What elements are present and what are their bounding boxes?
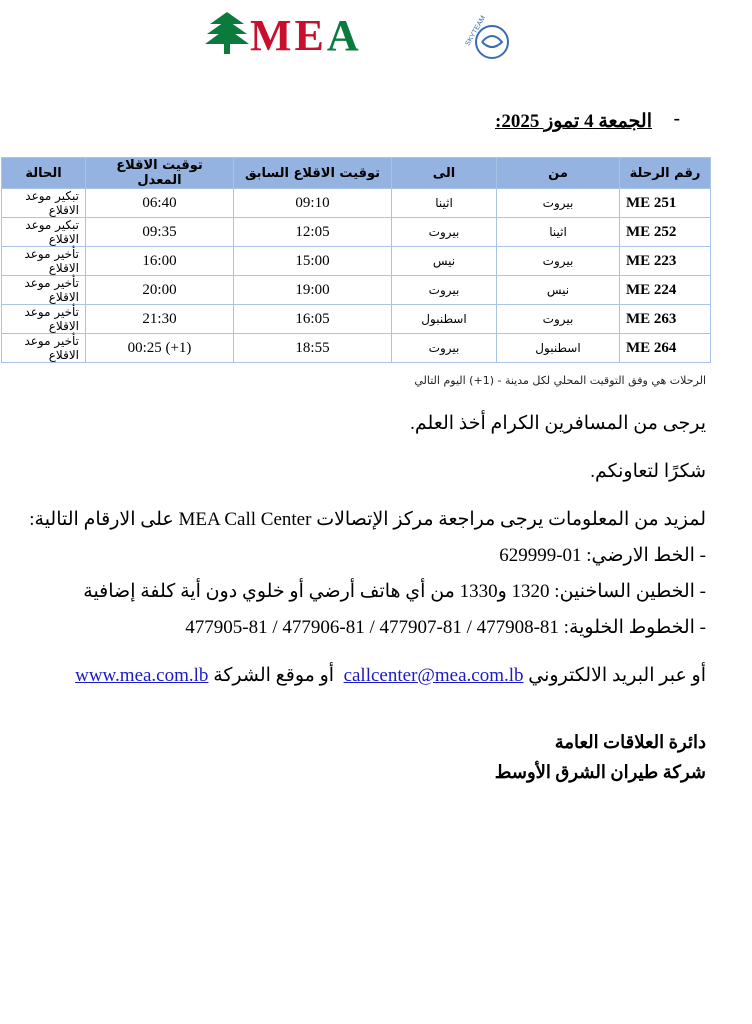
old-time: 15:00 xyxy=(234,247,392,276)
destination: نيس xyxy=(392,247,497,276)
flight-number: ME 223 xyxy=(620,247,711,276)
flight-number: ME 252 xyxy=(620,218,711,247)
destination: بيروت xyxy=(392,218,497,247)
destination: اثينا xyxy=(392,189,497,218)
mobile-line: - الخطوط الخلوية: 81-477908 / 81-477907 / 81-477906 / 81-477905 xyxy=(185,617,706,638)
website-prefix: أو موقع الشركة xyxy=(213,665,335,686)
status: تأخير موعد الاقلاع xyxy=(2,334,86,363)
origin: بيروت xyxy=(497,247,620,276)
status: تبكير موعد الاقلاع xyxy=(2,189,86,218)
header-to: الى xyxy=(392,158,497,189)
status: تأخير موعد الاقلاع xyxy=(2,247,86,276)
new-time: 06:40 xyxy=(86,189,234,218)
old-time: 18:55 xyxy=(234,334,392,363)
new-time: 16:00 xyxy=(86,247,234,276)
table-footnote: الرحلات هي وفق التوقيت المحلي لكل مدينة - (1+) اليوم التالي xyxy=(414,374,706,387)
destination: اسطنبول xyxy=(392,305,497,334)
flight-number: ME 251 xyxy=(620,189,711,218)
status: تأخير موعد الاقلاع xyxy=(2,276,86,305)
header-logo xyxy=(0,8,752,60)
hotline-line: - الخطين الساخنين: 1320 و1330 من أي هاتف أرضي أو خلوي دون أية كلفة إضافية xyxy=(83,581,706,602)
email-link[interactable]: callcenter@mea.com.lb xyxy=(343,665,524,686)
table-row xyxy=(2,189,711,218)
header-old-time: توقيت الاقلاع السابق xyxy=(234,158,392,189)
new-time: 20:00 xyxy=(86,276,234,305)
website-link[interactable]: www.mea.com.lb xyxy=(75,665,209,686)
destination: بيروت xyxy=(392,334,497,363)
signature-department: دائرة العلاقات العامة xyxy=(554,732,706,752)
brand-wordmark: MEA xyxy=(250,11,362,60)
new-time: 21:30 xyxy=(86,305,234,334)
flight-number: ME 264 xyxy=(620,334,711,363)
origin: اسطنبول xyxy=(497,334,620,363)
landline-line: - الخط الارضي: 01-629999 xyxy=(499,545,706,566)
table-header-row xyxy=(2,158,711,189)
table-row xyxy=(2,305,711,334)
old-time: 16:05 xyxy=(234,305,392,334)
flights-table xyxy=(1,157,711,363)
info-paragraph: لمزيد من المعلومات يرجى مراجعة مركز الإتصالات MEA Call Center على الارقام التالية: xyxy=(29,509,706,530)
date-heading: الجمعة 4 تموز 2025: xyxy=(494,111,652,132)
email-prefix: أو عبر البريد الالكتروني xyxy=(528,665,706,686)
status: تأخير موعد الاقلاع xyxy=(2,305,86,334)
old-time: 12:05 xyxy=(234,218,392,247)
svg-text:SKYTEAM: SKYTEAM xyxy=(464,14,488,48)
origin: نيس xyxy=(497,276,620,305)
table-row xyxy=(2,218,711,247)
old-time: 19:00 xyxy=(234,276,392,305)
new-time: 00:25 (+1) xyxy=(86,334,234,363)
date-dash: - xyxy=(673,108,680,129)
header-flight: رقم الرحلة xyxy=(620,158,711,189)
origin: بيروت xyxy=(497,305,620,334)
table-row xyxy=(2,276,711,305)
flight-number: ME 224 xyxy=(620,276,711,305)
header-from: من xyxy=(497,158,620,189)
header-status: الحالة xyxy=(2,158,86,189)
flight-number: ME 263 xyxy=(620,305,711,334)
signature-company: شركة طيران الشرق الأوسط xyxy=(494,762,706,782)
header-new-time: توقيت الاقلاع المعدل xyxy=(86,158,234,189)
notice-paragraph: يرجى من المسافرين الكرام أخذ العلم. xyxy=(410,413,706,434)
origin: اثينا xyxy=(497,218,620,247)
skyteam-logo-icon xyxy=(460,12,512,64)
origin: بيروت xyxy=(497,189,620,218)
status: تبكير موعد الاقلاع xyxy=(2,218,86,247)
contact-line xyxy=(75,664,706,687)
table-row xyxy=(2,334,711,363)
destination: بيروت xyxy=(392,276,497,305)
old-time: 09:10 xyxy=(234,189,392,218)
new-time: 09:35 xyxy=(86,218,234,247)
table-row xyxy=(2,247,711,276)
thanks-paragraph: شكرًا لتعاونكم. xyxy=(590,461,706,482)
cedar-logo-icon xyxy=(204,10,250,56)
